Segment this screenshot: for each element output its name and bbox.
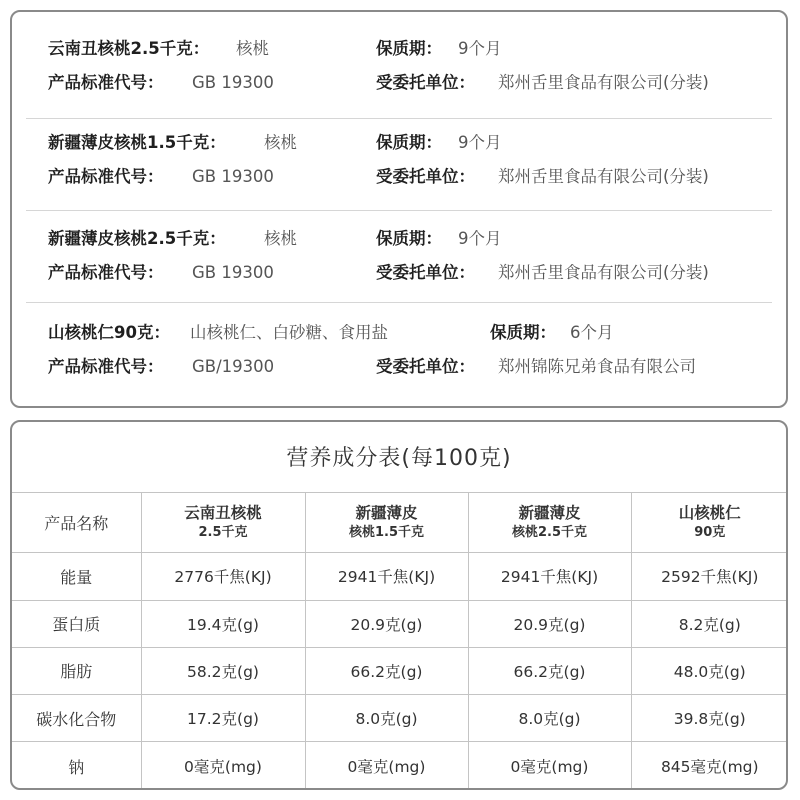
standard-code-value: GB 19300 (192, 167, 274, 186)
product-entry (26, 34, 772, 96)
product-row-1 (48, 128, 772, 158)
table-cell: 2776千焦(KJ) (141, 553, 305, 600)
entrusted-unit-label: 受委托单位： (376, 167, 475, 186)
product-row-2 (48, 258, 772, 288)
row-label: 蛋白质 (12, 600, 141, 647)
product-row-2 (48, 352, 772, 382)
table-cell: 58.2克(g) (141, 647, 305, 694)
header-line2: 核桃2.5千克 (511, 524, 588, 540)
table-row (12, 647, 788, 694)
shelf-life-label: 保质期： (376, 133, 442, 152)
product-entry (26, 128, 772, 190)
header-cell-product (631, 493, 788, 553)
standard-code-label: 产品标准代号： (48, 263, 164, 282)
shelf-life-label: 保质期： (376, 229, 442, 248)
divider (26, 210, 772, 211)
product-name-label: 新疆薄皮核桃2.5千克： (48, 229, 226, 248)
standard-code-label: 产品标准代号： (48, 167, 164, 186)
entrusted-unit-value: 郑州舌里食品有限公司(分装) (498, 73, 709, 92)
product-name-label: 山核桃仁90克： (48, 323, 170, 342)
table-cell: 2941千焦(KJ) (468, 553, 631, 600)
shelf-life-value: 9个月 (458, 39, 502, 58)
standard-code-value: GB 19300 (192, 263, 274, 282)
shelf-life-value: 9个月 (458, 229, 502, 248)
header-line1: 新疆薄皮 (355, 503, 418, 522)
header-cell-product (468, 493, 631, 553)
entrusted-unit-value: 郑州舌里食品有限公司(分装) (498, 167, 709, 186)
table-cell: 8.0克(g) (305, 695, 468, 742)
product-row-1 (48, 318, 772, 348)
table-header-row (12, 493, 788, 553)
table-row (12, 742, 788, 790)
table-cell: 0毫克(mg) (468, 742, 631, 790)
product-entry (26, 224, 772, 286)
table-cell: 19.4克(g) (141, 600, 305, 647)
table-cell: 20.9克(g) (305, 600, 468, 647)
entrusted-unit-label: 受委托单位： (376, 357, 475, 376)
header-line1: 山核桃仁 (678, 503, 741, 522)
row-label: 脂肪 (12, 647, 141, 694)
entrusted-unit-label: 受委托单位： (376, 263, 475, 282)
entrusted-unit-value: 郑州舌里食品有限公司(分装) (498, 263, 709, 282)
row-label: 钠 (12, 742, 141, 790)
table-cell: 66.2克(g) (468, 647, 631, 694)
product-entry (26, 318, 772, 380)
standard-code-value: GB 19300 (192, 73, 274, 92)
nutrition-card (10, 420, 788, 790)
product-name-label: 云南丑核桃2.5千克： (48, 39, 210, 58)
nutrition-table (12, 492, 788, 790)
table-row (12, 553, 788, 600)
header-line2: 90克 (694, 524, 726, 540)
table-cell: 8.0克(g) (468, 695, 631, 742)
shelf-life-value: 9个月 (458, 133, 502, 152)
header-line2: 2.5千克 (198, 524, 248, 540)
divider (26, 302, 772, 303)
table-cell: 2592千焦(KJ) (631, 553, 788, 600)
table-cell: 0毫克(mg) (141, 742, 305, 790)
product-ingredients: 核桃 (264, 229, 297, 248)
table-row (12, 695, 788, 742)
entrusted-unit-value: 郑州锦陈兄弟食品有限公司 (498, 357, 696, 376)
table-cell: 845毫克(mg) (631, 742, 788, 790)
table-cell: 66.2克(g) (305, 647, 468, 694)
standard-code-label: 产品标准代号： (48, 357, 164, 376)
row-label: 能量 (12, 553, 141, 600)
shelf-life-label: 保质期： (490, 323, 556, 342)
product-row-1 (48, 34, 772, 64)
table-cell: 2941千焦(KJ) (305, 553, 468, 600)
nutrition-title: 营养成分表(每100克) (286, 446, 512, 471)
table-cell: 0毫克(mg) (305, 742, 468, 790)
standard-code-label: 产品标准代号： (48, 73, 164, 92)
header-cell-product (141, 493, 305, 553)
entrusted-unit-label: 受委托单位： (376, 73, 475, 92)
product-ingredients: 核桃 (264, 133, 297, 152)
header-line1: 新疆薄皮 (518, 503, 581, 522)
product-row-2 (48, 162, 772, 192)
table-cell: 20.9克(g) (468, 600, 631, 647)
product-ingredients: 核桃 (236, 39, 269, 58)
header-line2: 核桃1.5千克 (348, 524, 425, 540)
table-cell: 39.8克(g) (631, 695, 788, 742)
divider (26, 118, 772, 119)
product-name-label: 新疆薄皮核桃1.5千克： (48, 133, 226, 152)
table-cell: 8.2克(g) (631, 600, 788, 647)
product-row-1 (48, 224, 772, 254)
header-cell-product (305, 493, 468, 553)
shelf-life-label: 保质期： (376, 39, 442, 58)
table-cell: 17.2克(g) (141, 695, 305, 742)
header-line1: 云南丑核桃 (184, 503, 262, 522)
product-row-2 (48, 68, 772, 98)
product-ingredients: 山核桃仁、白砂糖、食用盐 (190, 323, 388, 342)
table-cell: 48.0克(g) (631, 647, 788, 694)
row-label: 碳水化合物 (12, 695, 141, 742)
table-row (12, 600, 788, 647)
product-info-card (10, 10, 788, 408)
standard-code-value: GB/19300 (192, 357, 275, 376)
shelf-life-value: 6个月 (570, 323, 614, 342)
header-cell-product-name: 产品名称 (12, 493, 141, 553)
